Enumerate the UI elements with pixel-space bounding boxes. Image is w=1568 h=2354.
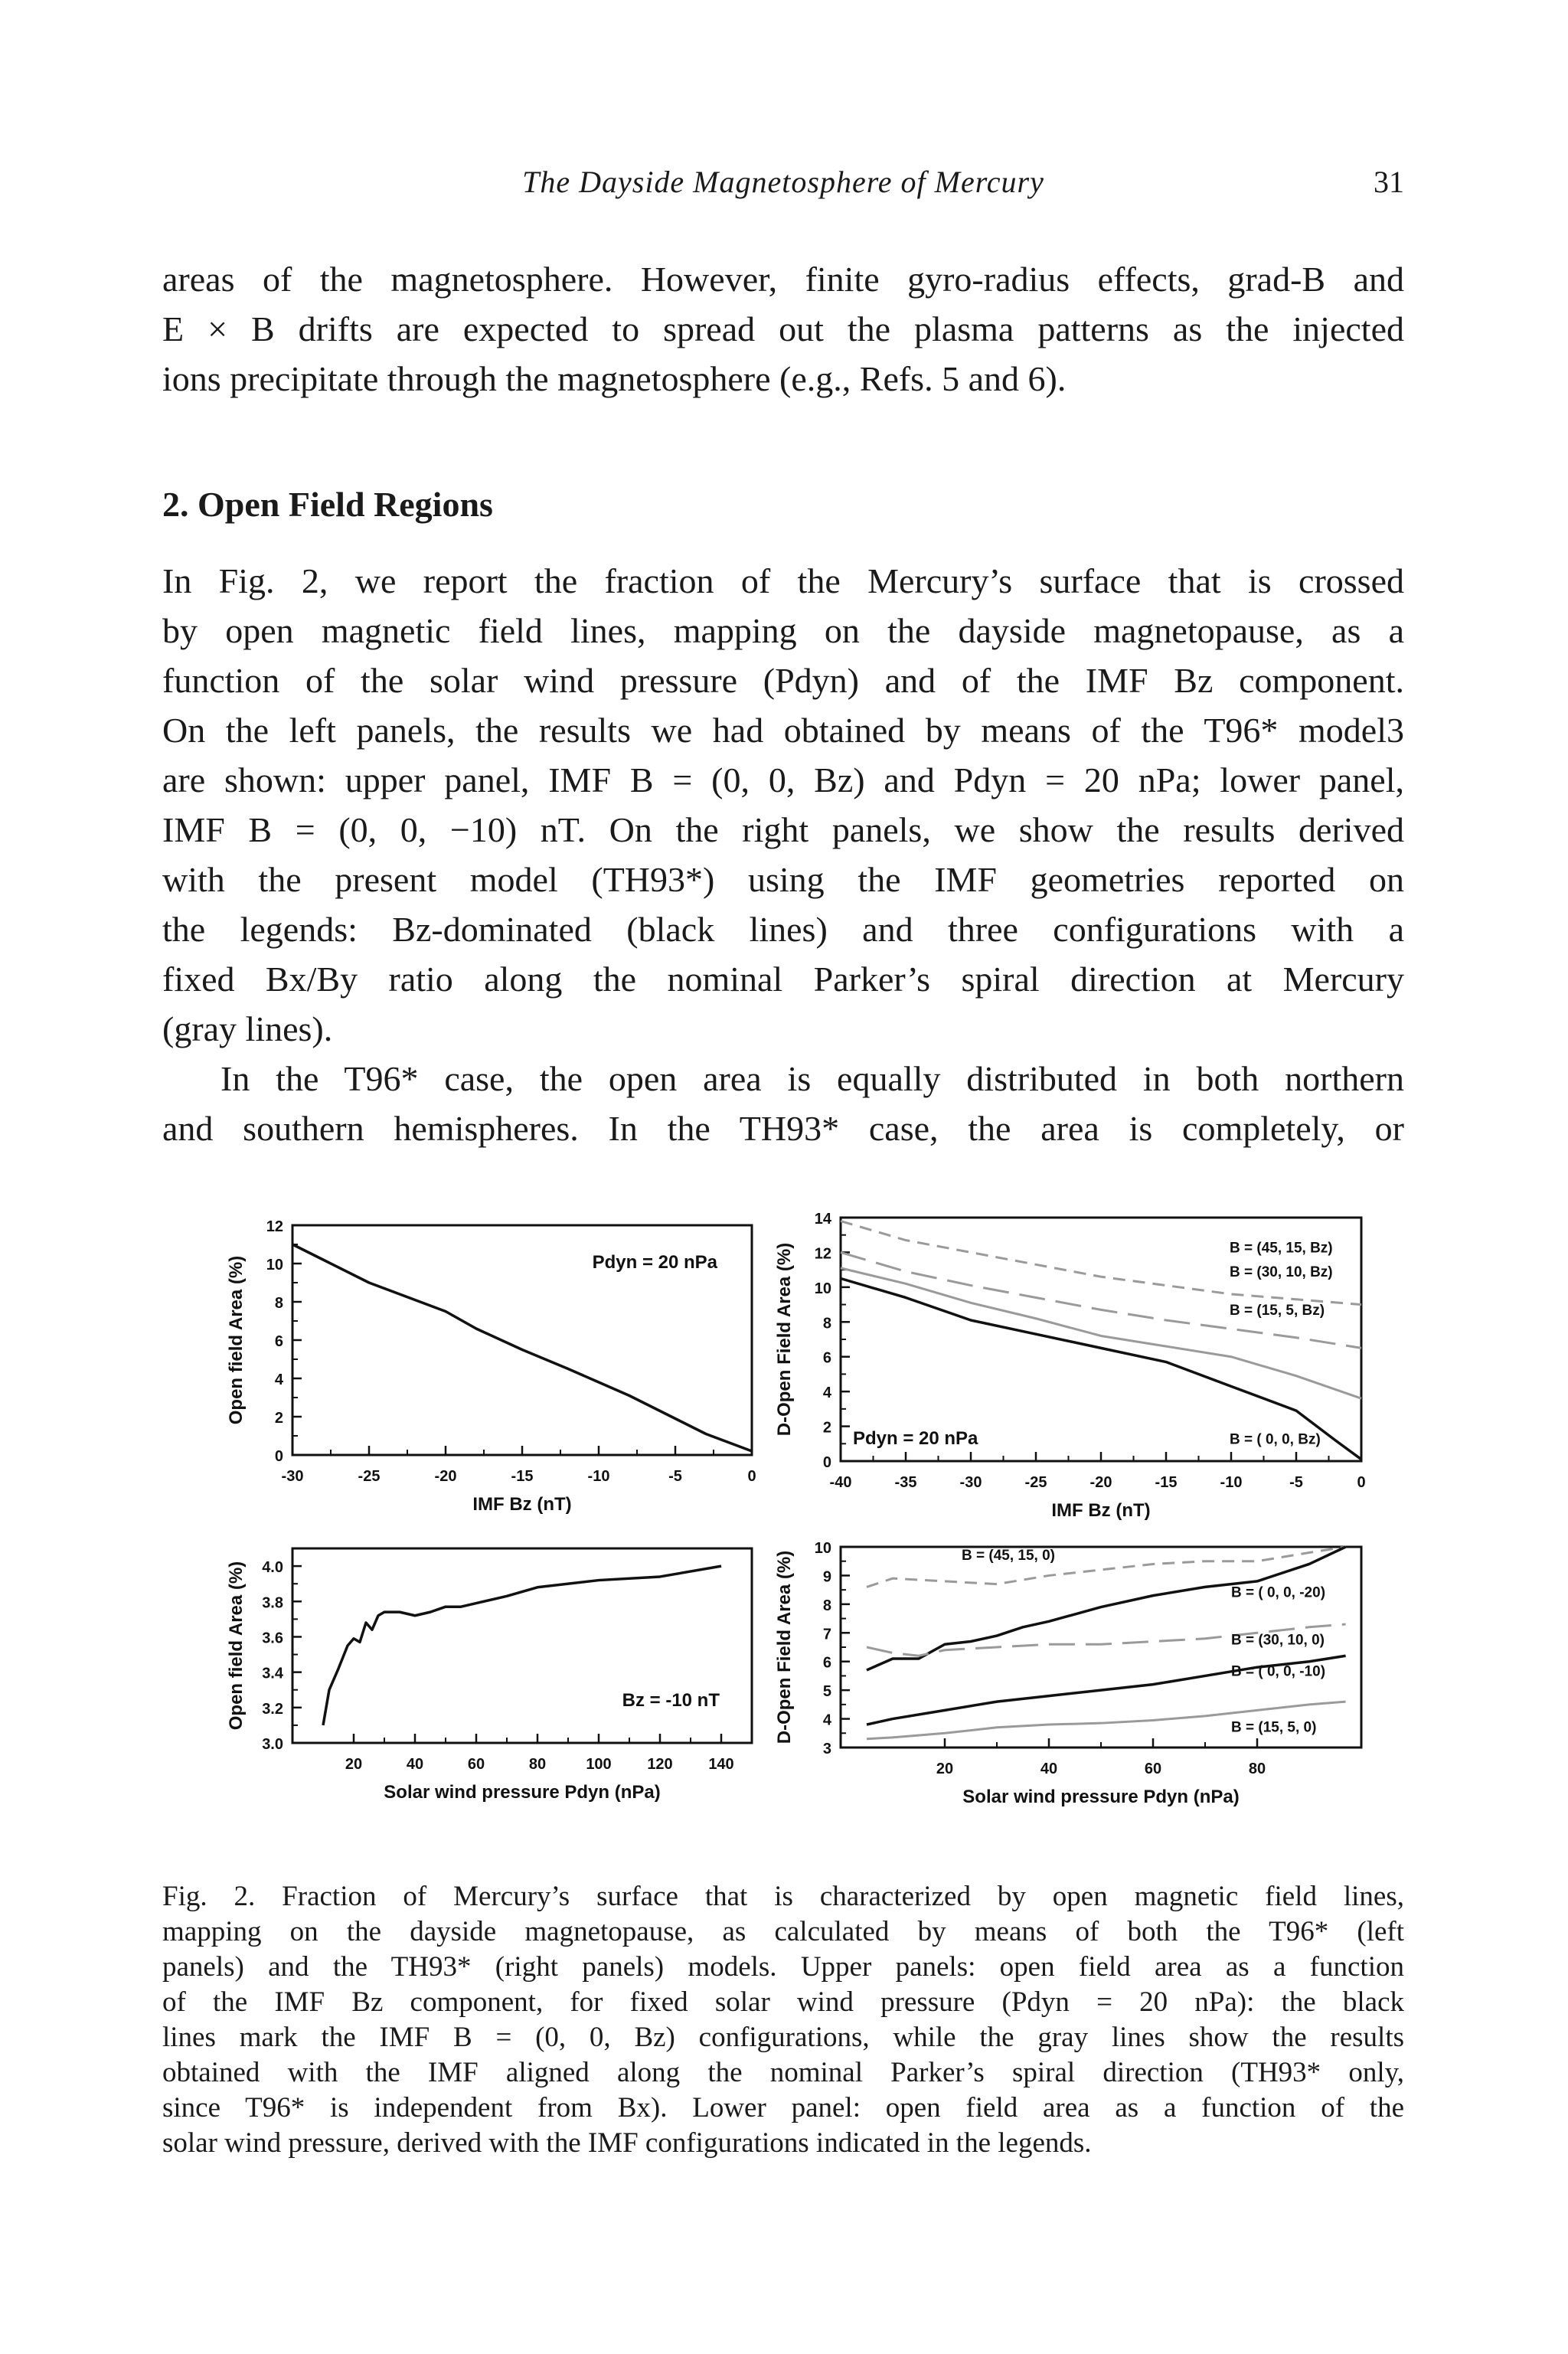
y-tick-label: 3.2 bbox=[262, 1700, 283, 1718]
text-line: E × B drifts are expected to spread out the plasma patterns as the injected bbox=[162, 309, 1404, 348]
x-tick-label: 40 bbox=[406, 1756, 424, 1773]
section-heading: 2. Open Field Regions bbox=[162, 485, 493, 524]
y-tick-label: 3.4 bbox=[262, 1665, 283, 1682]
legend-label: B = ( 0, 0, -20) bbox=[1231, 1584, 1326, 1601]
x-tick-label: -10 bbox=[587, 1468, 610, 1485]
x-tick-label: 20 bbox=[345, 1756, 363, 1773]
caption-line: solar wind pressure, derived with the IMF configurations indicated in the legends. bbox=[162, 2127, 1092, 2159]
y-tick-label: 2 bbox=[274, 1410, 283, 1427]
text-line: are shown: upper panel, IMF B = (0, 0, Bz) and Pdyn = 20 nPa; lower panel, bbox=[162, 760, 1404, 799]
y-tick-label: 3.6 bbox=[262, 1630, 283, 1647]
x-axis-label: Solar wind pressure Pdyn (nPa) bbox=[962, 1787, 1240, 1807]
text-line: with the present model (TH93*) using the IMF geometries reported on bbox=[162, 860, 1404, 899]
x-tick-label: -25 bbox=[358, 1468, 381, 1485]
panel-annotation: Pdyn = 20 nPa bbox=[592, 1252, 717, 1273]
x-tick-label: 0 bbox=[1357, 1474, 1366, 1491]
text-line: On the left panels, the results we had obtained by means of the T96* model3 bbox=[162, 711, 1404, 750]
legend-label: B = (15, 5, Bz) bbox=[1230, 1303, 1325, 1319]
y-tick-label: 6 bbox=[274, 1333, 283, 1350]
series-line bbox=[867, 1547, 1346, 1670]
x-tick-label: -20 bbox=[1089, 1474, 1112, 1491]
x-tick-label: -15 bbox=[511, 1468, 534, 1485]
y-tick-label: 4 bbox=[822, 1712, 831, 1729]
text-line: (gray lines). bbox=[162, 1009, 333, 1048]
y-tick-label: 3.8 bbox=[262, 1594, 283, 1612]
x-tick-label: -15 bbox=[1155, 1474, 1178, 1491]
page-number: 31 bbox=[1374, 165, 1404, 199]
y-tick-label: 8 bbox=[274, 1295, 283, 1312]
running-title: The Dayside Magnetosphere of Mercury bbox=[522, 165, 1044, 199]
legend-label: B = (45, 15, 0) bbox=[962, 1547, 1055, 1564]
text-line: In Fig. 2, we report the fraction of the Mercury’s surface that is crossed bbox=[162, 561, 1404, 600]
y-axis-label: Open field Area (%) bbox=[226, 1255, 247, 1425]
y-tick-label: 0 bbox=[822, 1454, 831, 1471]
y-tick-label: 8 bbox=[822, 1597, 831, 1614]
x-tick-label: -5 bbox=[668, 1468, 682, 1485]
y-tick-label: 3 bbox=[822, 1741, 831, 1757]
y-tick-label: 12 bbox=[266, 1218, 283, 1235]
y-tick-label: 2 bbox=[822, 1419, 831, 1437]
x-tick-label: 120 bbox=[647, 1756, 673, 1773]
plot-frame bbox=[292, 1548, 752, 1743]
running-head bbox=[162, 164, 1404, 210]
x-axis-label: IMF Bz (nT) bbox=[472, 1494, 572, 1515]
legend-label: B = (15, 5, 0) bbox=[1231, 1719, 1317, 1736]
y-tick-label: 0 bbox=[274, 1448, 283, 1465]
y-tick-label: 10 bbox=[814, 1280, 831, 1297]
x-tick-label: 20 bbox=[936, 1761, 954, 1777]
series-line bbox=[867, 1547, 1346, 1587]
legend-label: B = (30, 10, 0) bbox=[1231, 1632, 1325, 1649]
x-tick-label: -25 bbox=[1024, 1474, 1047, 1491]
x-tick-label: 100 bbox=[586, 1756, 612, 1773]
x-tick-label: -5 bbox=[1289, 1474, 1303, 1491]
x-tick-label: 80 bbox=[1248, 1761, 1266, 1777]
caption-line: since T96* is independent from Bx). Lower panel: open field area as a function of the bbox=[162, 2092, 1404, 2124]
text-line: by open magnetic field lines, mapping on the dayside magnetopause, as a bbox=[162, 611, 1404, 650]
text-line: function of the solar wind pressure (Pdyn) and of the IMF Bz component. bbox=[162, 661, 1404, 700]
y-tick-label: 4.0 bbox=[262, 1559, 283, 1577]
text-line: fixed Bx/By ratio along the nominal Parker’s spiral direction at Mercury bbox=[162, 960, 1404, 999]
y-tick-label: 4 bbox=[822, 1385, 831, 1402]
x-tick-label: -20 bbox=[434, 1468, 457, 1485]
y-tick-label: 14 bbox=[814, 1211, 831, 1228]
paragraph-1 bbox=[162, 254, 1404, 404]
y-tick-label: 6 bbox=[822, 1349, 831, 1367]
x-axis-label: IMF Bz (nT) bbox=[1051, 1500, 1151, 1521]
text-line: the legends: Bz-dominated (black lines) and three configurations with a bbox=[162, 910, 1404, 949]
series-line bbox=[841, 1268, 1361, 1398]
legend-label: B = ( 0, 0, -10) bbox=[1231, 1663, 1326, 1680]
legend-label: B = ( 0, 0, Bz) bbox=[1230, 1431, 1321, 1448]
caption-line: mapping on the dayside magnetopause, as calculated by means of both the T96* (left bbox=[162, 1916, 1404, 1947]
x-tick-label: 60 bbox=[467, 1756, 485, 1773]
legend-label: B = (45, 15, Bz) bbox=[1230, 1240, 1333, 1257]
y-tick-label: 4 bbox=[274, 1372, 283, 1388]
panel-annotation: Pdyn = 20 nPa bbox=[853, 1428, 978, 1449]
caption-line: Fig. 2. Fraction of Mercury’s surface that is characterized by open magnetic field lines, bbox=[162, 1881, 1404, 1912]
y-tick-label: 10 bbox=[814, 1540, 831, 1557]
text-line: In the T96* case, the open area is equally distributed in both northern bbox=[220, 1059, 1404, 1098]
figure-caption bbox=[162, 1879, 1404, 2161]
y-axis-label: D-Open Field Area (%) bbox=[774, 1550, 795, 1744]
y-tick-label: 8 bbox=[822, 1315, 831, 1332]
x-tick-label: -40 bbox=[829, 1474, 852, 1491]
text-line: ions precipitate through the magnetosphere (e.g., Refs. 5 and 6). bbox=[162, 359, 1067, 398]
x-tick-label: 140 bbox=[708, 1756, 734, 1773]
text-line: areas of the magnetosphere. However, finite gyro-radius effects, grad-B and bbox=[162, 260, 1404, 299]
y-tick-label: 5 bbox=[822, 1683, 831, 1701]
y-tick-label: 6 bbox=[822, 1654, 831, 1672]
legend-label: B = (30, 10, Bz) bbox=[1230, 1264, 1333, 1281]
x-axis-label: Solar wind pressure Pdyn (nPa) bbox=[384, 1782, 661, 1803]
caption-line: lines mark the IMF B = (0, 0, Bz) configurations, while the gray lines show the results bbox=[162, 2022, 1404, 2053]
panel-annotation: Bz = -10 nT bbox=[622, 1690, 720, 1711]
x-tick-label: 0 bbox=[747, 1468, 756, 1485]
caption-line: obtained with the IMF aligned along the nominal Parker’s spiral direction (TH93* only, bbox=[162, 2057, 1404, 2088]
x-tick-label: 60 bbox=[1144, 1761, 1162, 1777]
x-tick-label: -10 bbox=[1220, 1474, 1243, 1491]
x-tick-label: 80 bbox=[528, 1756, 547, 1773]
y-tick-label: 10 bbox=[266, 1257, 283, 1273]
y-axis-label: D-Open Field Area (%) bbox=[774, 1242, 795, 1437]
y-tick-label: 12 bbox=[814, 1245, 831, 1263]
text-line: and southern hemispheres. In the TH93* case, the area is completely, or bbox=[162, 1109, 1404, 1148]
paragraph-2 bbox=[162, 556, 1404, 1054]
series-line bbox=[841, 1221, 1361, 1305]
caption-line: of the IMF Bz component, for fixed solar wind pressure (Pdyn = 20 nPa): the black bbox=[162, 1986, 1404, 2018]
x-tick-label: -30 bbox=[281, 1468, 304, 1485]
y-tick-label: 7 bbox=[822, 1626, 831, 1643]
x-tick-label: 40 bbox=[1040, 1761, 1058, 1777]
text-line: IMF B = (0, 0, −10) nT. On the right panels, we show the results derived bbox=[162, 810, 1404, 849]
y-axis-label: Open field Area (%) bbox=[226, 1561, 247, 1731]
caption-line: panels) and the TH93* (right panels) models. Upper panels: open field area as a function bbox=[162, 1951, 1404, 1983]
paragraph-3 bbox=[162, 1054, 1404, 1153]
y-tick-label: 3.0 bbox=[262, 1736, 283, 1753]
series-line bbox=[292, 1244, 752, 1451]
y-tick-label: 9 bbox=[822, 1568, 831, 1586]
figure-2 bbox=[0, 1195, 1568, 1830]
x-tick-label: -35 bbox=[894, 1474, 917, 1491]
x-tick-label: -30 bbox=[959, 1474, 982, 1491]
